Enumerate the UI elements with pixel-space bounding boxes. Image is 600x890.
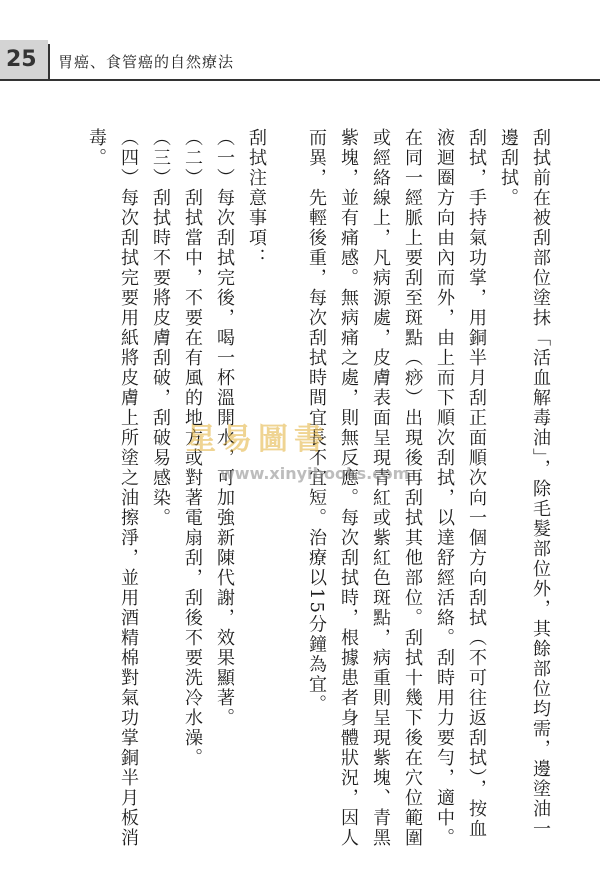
page-header [0,40,600,80]
watermark-url: www.xinyibooks.com [220,464,410,483]
paragraph-intro: 刮拭前在被刮部位塗抹「活血解毒油」，除毛髮部位外，其餘部位均需，邊塗油一邊刮拭。 [498,128,551,839]
page-number-badge [0,40,48,80]
notes-heading: 刮拭注意事項： [246,128,267,268]
header-divider-vertical [48,44,50,80]
page-number: 25 [6,47,37,72]
note-item-4: （四）每次刮拭完要用紙將皮膚上所塗之油擦淨，並用酒精棉對氣功掌銅半月板消毒。 [86,128,139,848]
vertical-body-text [86,128,556,848]
note-item-3: （三）刮拭時不要將皮膚刮破，刮破易感染。 [150,128,171,528]
watermark-chinese: 星易圖書 [186,422,330,457]
note-item-2: （二）刮拭當中，不要在有風的地方或對著電扇刮，刮後不要洗冷水澡。 [182,128,203,768]
header-divider-horizontal [0,79,600,81]
running-title: 胃癌、食管癌的自然療法 [58,53,235,71]
paragraph-gap [272,128,300,848]
note-item-1: （一）每次刮拭完後，喝一杯溫開水，可加強新陳代謝，效果顯著。 [214,128,235,728]
paragraph-method: 刮拭，手持氣功掌，用銅半月刮正面順次向一個方向刮拭（不可往返刮拭），按血液迴圈方向由內而外，由上而下順次刮拭，以達舒經活絡。刮時用力要勻，適中。在同一經脈上要刮至斑點（痧）出現後再刮拭其他部位。刮拭十幾下後在穴位範圍或經絡線上，凡病源處，皮膚表面呈現青紅或紫紅色斑點，病重則呈現紫塊、青黑紫塊，並有痛感。無病痛之處，則無反應。每次刮拭時，根據患者身體狀況，因人而異，先輕後重，每次刮拭時間宜長不宜短。治療以15分鐘為宜。 [306,128,487,848]
